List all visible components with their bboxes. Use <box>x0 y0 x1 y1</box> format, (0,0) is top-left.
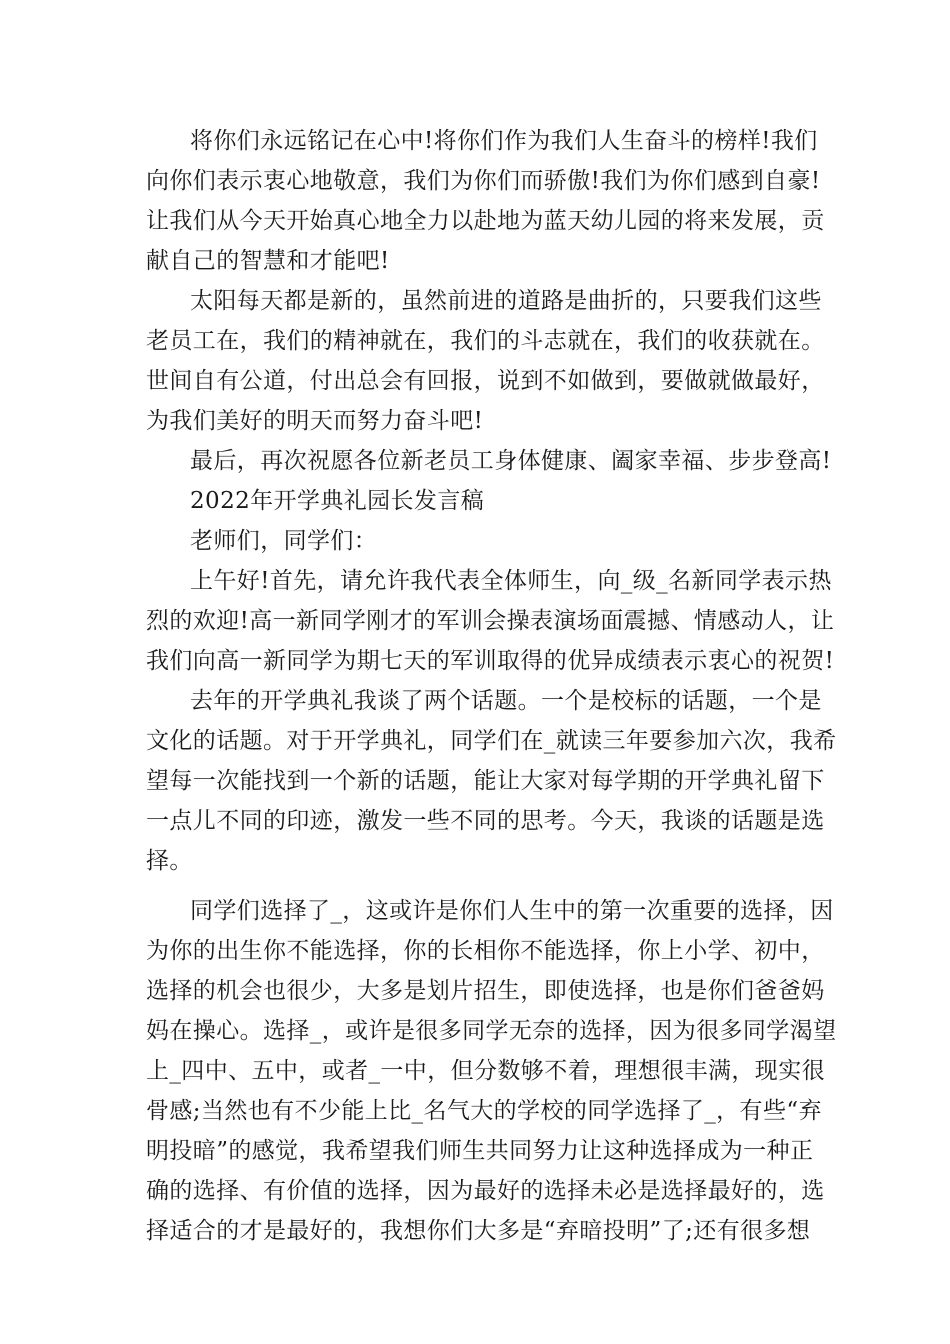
text-line: 择适合的才是最好的，我想你们大多是“弃暗投明”了;还有很多想 <box>146 1218 811 1244</box>
text-line: 确的选择、有价值的选择，因为最好的选择未必是选择最好的，选 <box>146 1178 825 1204</box>
text-line: 望每一次能找到一个新的话题，能让大家对每学期的开学典礼留下 <box>146 768 825 794</box>
text-line: 文化的话题。对于开学典礼，同学们在_就读三年要参加六次，我希 <box>146 728 837 754</box>
text-line: 向你们表示衷心地敬意，我们为你们而骄傲!我们为你们感到自豪! <box>146 168 821 194</box>
text-line: 世间自有公道，付出总会有回报，说到不如做到，要做就做最好， <box>146 368 825 394</box>
text-line: 妈在操心。选择_，或许是很多同学无奈的选择，因为很多同学渴望 <box>146 1018 837 1044</box>
text-line: 上_四中、五中，或者_一中，但分数够不着，理想很丰满，现实很 <box>146 1058 825 1084</box>
text-line: 烈的欢迎!高一新同学刚才的军训会操表演场面震撼、情感动人，让 <box>146 608 835 634</box>
section-title: 2022年开学典礼园长发言稿 <box>190 488 485 514</box>
text-line: 上午好!首先，请允许我代表全体师生，向_级_名新同学表示热 <box>190 568 832 594</box>
text-line: 明投暗”的感觉，我希望我们师生共同努力让这种选择成为一种正 <box>146 1138 814 1164</box>
salutation: 老师们，同学们： <box>190 528 378 554</box>
text-line: 选择的机会也很少，大多是划片招生，即使选择，也是你们爸爸妈 <box>146 978 825 1004</box>
text-line: 同学们选择了_，这或许是你们人生中的第一次重要的选择，因 <box>190 898 834 924</box>
text-line: 择。 <box>146 848 193 874</box>
text-line: 最后，再次祝愿各位新老员工身体健康、阖家幸福、步步登高! <box>190 448 832 474</box>
text-line: 为你的出生你不能选择，你的长相你不能选择，你上小学、初中， <box>146 938 825 964</box>
text-line: 让我们从今天开始真心地全力以赴地为蓝天幼儿园的将来发展，贡 <box>146 208 825 234</box>
text-line: 老员工在，我们的精神就在，我们的斗志就在，我们的收获就在。 <box>146 328 825 354</box>
text-line: 一点儿不同的印迹，激发一些不同的思考。今天，我谈的话题是选 <box>146 808 825 834</box>
text-line: 去年的开学典礼我谈了两个话题。一个是校标的话题，一个是 <box>190 688 822 714</box>
text-line: 我们向高一新同学为期七天的军训取得的优异成绩表示衷心的祝贺! <box>146 648 835 674</box>
text-line: 将你们永远铭记在心中!将你们作为我们人生奋斗的榜样!我们 <box>190 128 818 154</box>
text-line: 为我们美好的明天而努力奋斗吧! <box>146 408 484 434</box>
text-line: 太阳每天都是新的，虽然前进的道路是曲折的，只要我们这些 <box>190 288 822 314</box>
text-line: 骨感;当然也有不少能上比_名气大的学校的同学选择了_，有些“弃 <box>146 1098 822 1124</box>
text-line: 献自己的智慧和才能吧! <box>146 248 390 274</box>
